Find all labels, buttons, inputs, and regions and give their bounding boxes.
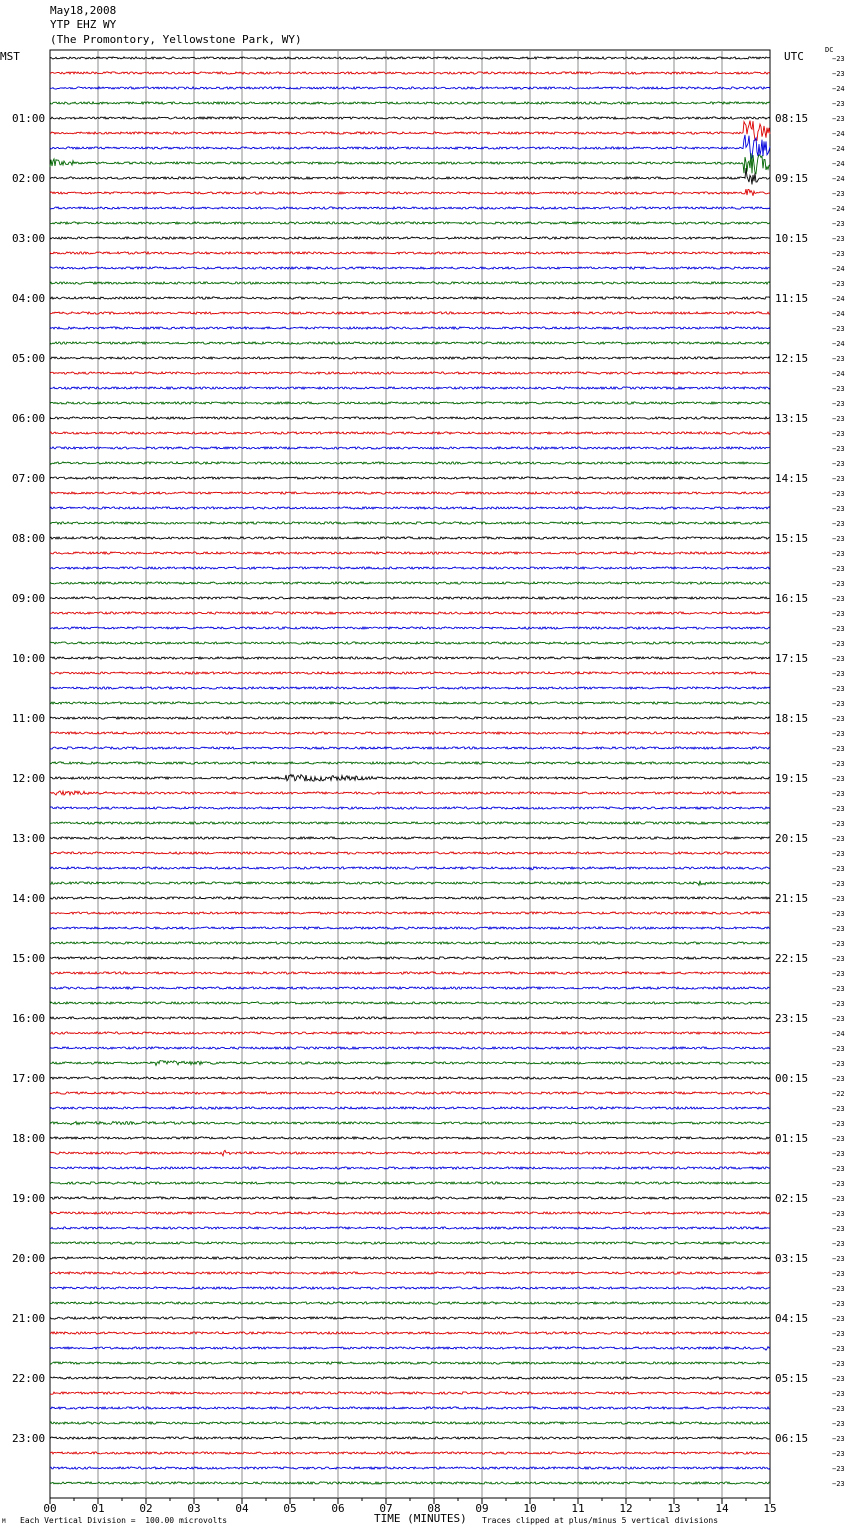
seismic-trace: [50, 881, 770, 886]
seismic-trace: [50, 1212, 770, 1214]
clip-note: Traces clipped at plus/minus 5 vertical divisions: [482, 1516, 719, 1525]
left-hour-label: 11:00: [12, 712, 46, 725]
seismic-trace: [50, 477, 770, 479]
seismic-trace: [50, 1167, 770, 1169]
seismic-trace: [50, 312, 770, 314]
dc-offset-label: −23: [832, 640, 845, 648]
dc-offset-label: −23: [832, 685, 845, 693]
seismic-trace: [50, 1017, 770, 1019]
seismic-trace: [50, 1122, 770, 1125]
right-hour-label: 19:15: [775, 772, 809, 785]
seismic-trace: [50, 387, 770, 389]
seismic-trace: [50, 1392, 770, 1395]
seismic-trace: [50, 1150, 770, 1155]
dc-offset-label: −23: [832, 1330, 845, 1338]
right-hour-label: 04:15: [775, 1312, 809, 1325]
left-hour-label: 07:00: [12, 472, 46, 485]
dc-offset-label: −23: [832, 700, 845, 708]
dc-offset-label: −23: [832, 100, 845, 108]
right-hour-label: 22:15: [775, 952, 809, 965]
seismic-trace: [50, 1032, 770, 1034]
dc-offset-label: −23: [832, 115, 845, 123]
left-hour-label: 08:00: [12, 532, 46, 545]
seismic-trace: [50, 597, 770, 599]
seismic-trace: [50, 372, 770, 374]
dc-offset-label: −23: [832, 940, 845, 948]
right-hour-label: 21:15: [775, 892, 809, 905]
dc-offset-label: −23: [832, 985, 845, 993]
dc-offset-label: −23: [832, 1375, 845, 1383]
dc-offset-label: −23: [832, 1045, 845, 1053]
dc-offset-label: −23: [832, 775, 845, 783]
right-hour-label: 09:15: [775, 172, 809, 185]
seismic-trace: [50, 1197, 770, 1199]
dc-offset-label: −23: [832, 670, 845, 678]
right-hour-label: 00:15: [775, 1072, 809, 1085]
dc-offset-label: −23: [832, 415, 845, 423]
station-label: YTP EHZ WY: [50, 18, 117, 31]
dc-offset-label: −24: [832, 175, 845, 183]
dc-offset-label: −22: [832, 1090, 845, 1098]
right-hour-label: 11:15: [775, 292, 809, 305]
dc-offset-label: −23: [832, 895, 845, 903]
dc-offset-label: −23: [832, 1270, 845, 1278]
dc-offset-label: −23: [832, 235, 845, 243]
dc-offset-label: −23: [832, 1000, 845, 1008]
dc-offset-label: −23: [832, 1480, 845, 1488]
seismic-trace: [50, 987, 770, 989]
seismic-trace: [50, 552, 770, 554]
right-hour-label: 05:15: [775, 1372, 809, 1385]
seismic-trace: [50, 702, 770, 704]
seismic-trace: [50, 1437, 770, 1439]
dc-offset-label: −23: [832, 565, 845, 573]
seismic-trace: [50, 867, 770, 870]
dc-offset-label: −23: [832, 1225, 845, 1233]
x-tick-label: 06: [331, 1502, 345, 1515]
seismic-trace: [50, 282, 770, 284]
left-hour-label: 05:00: [12, 352, 46, 365]
dc-offset-label: −23: [832, 715, 845, 723]
seismic-trace: [50, 342, 770, 344]
x-tick-label: 05: [283, 1502, 297, 1515]
dc-offset-label: −23: [832, 1465, 845, 1473]
dc-offset-label: −23: [832, 1315, 845, 1323]
seismic-trace: [50, 1302, 770, 1304]
seismic-trace: [50, 1332, 770, 1334]
left-hour-label: 12:00: [12, 772, 46, 785]
seismic-trace: [50, 87, 770, 89]
x-tick-label: 12: [619, 1502, 633, 1515]
x-tick-label: 14: [715, 1502, 729, 1515]
seismic-trace: [50, 1061, 770, 1066]
left-hour-label: 09:00: [12, 592, 46, 605]
dc-offset-label: −23: [832, 1165, 845, 1173]
dc-offset-label: −23: [832, 865, 845, 873]
left-hour-label: 02:00: [12, 172, 46, 185]
seismic-trace: [50, 1287, 770, 1289]
seismic-trace: [50, 1347, 770, 1351]
dc-offset-label: −24: [832, 160, 845, 168]
dc-offset-label: −24: [832, 265, 845, 273]
seismic-trace: [50, 507, 770, 509]
seismic-trace: [50, 687, 770, 689]
dc-offset-label: −23: [832, 1300, 845, 1308]
left-hour-label: 16:00: [12, 1012, 46, 1025]
dc-offset-label: −23: [832, 850, 845, 858]
seismic-trace: [50, 1137, 770, 1139]
dc-offset-label: −23: [832, 1390, 845, 1398]
seismic-trace: [50, 612, 770, 614]
right-hour-label: 17:15: [775, 652, 809, 665]
seismic-trace: [50, 747, 770, 749]
dc-offset-label: −23: [832, 220, 845, 228]
dc-offset-label: −23: [832, 760, 845, 768]
seismic-trace: [50, 837, 770, 839]
seismic-trace: [50, 237, 770, 239]
left-hour-label: 19:00: [12, 1192, 46, 1205]
dc-offset-label: −23: [832, 1285, 845, 1293]
seismic-trace: [50, 207, 770, 209]
dc-offset-label: −23: [832, 1360, 845, 1368]
dc-offset-label: −24: [832, 340, 845, 348]
seismic-trace: [50, 1272, 770, 1274]
right-hour-label: 12:15: [775, 352, 809, 365]
seismic-trace: [50, 791, 770, 795]
dc-offset-label: −23: [832, 280, 845, 288]
dc-offset-label: −24: [832, 310, 845, 318]
left-hour-label: 21:00: [12, 1312, 46, 1325]
dc-offset-label: −24: [832, 370, 845, 378]
plot-frame: [50, 50, 770, 1498]
date-label: May18,2008: [50, 4, 117, 17]
seismic-trace: [50, 402, 770, 404]
left-hour-label: 14:00: [12, 892, 46, 905]
x-tick-label: 04: [235, 1502, 249, 1515]
seismic-trace: [50, 492, 770, 494]
right-timezone-label: UTC: [784, 50, 804, 63]
seismic-trace: [50, 567, 770, 569]
dc-label: DC: [825, 46, 834, 54]
seismic-trace: [50, 102, 770, 104]
dc-offset-label: −23: [832, 820, 845, 828]
seismic-trace: [50, 1257, 770, 1259]
seismic-trace: [50, 852, 770, 854]
dc-offset-label: −24: [832, 130, 845, 138]
seismic-trace: [50, 267, 770, 269]
seismic-trace: [50, 189, 770, 196]
seismic-trace: [50, 327, 770, 329]
seismic-trace: [50, 927, 770, 929]
seismic-trace: [50, 252, 770, 254]
dc-offset-label: −23: [832, 1450, 845, 1458]
right-hour-label: 23:15: [775, 1012, 809, 1025]
seismic-trace: [50, 1422, 770, 1424]
x-tick-label: 10: [523, 1502, 537, 1515]
seismic-trace: [50, 582, 770, 584]
corner-mark: M: [2, 1518, 6, 1525]
x-tick-label: 08: [427, 1502, 441, 1515]
seismic-trace: [50, 627, 770, 629]
right-hour-label: 18:15: [775, 712, 809, 725]
left-hour-label: 06:00: [12, 412, 46, 425]
seismic-trace: [50, 1482, 770, 1484]
location-label: (The Promontory, Yellowstone Park, WY): [50, 33, 302, 46]
dc-offset-label: −23: [832, 1420, 845, 1428]
dc-offset-label: −23: [832, 955, 845, 963]
dc-offset-label: −23: [832, 880, 845, 888]
seismic-trace: [50, 642, 770, 644]
dc-offset-label: −23: [832, 1240, 845, 1248]
seismic-trace: [50, 775, 770, 782]
dc-offset-label: −23: [832, 325, 845, 333]
left-hour-label: 20:00: [12, 1252, 46, 1265]
x-tick-label: 07: [379, 1502, 393, 1515]
dc-offset-label: −23: [832, 475, 845, 483]
seismic-trace: [50, 1452, 770, 1454]
seismic-trace: [50, 1107, 770, 1109]
dc-offset-label: −23: [832, 70, 845, 78]
left-hour-label: 15:00: [12, 952, 46, 965]
dc-offset-label: −23: [832, 730, 845, 738]
seismic-trace: [50, 168, 770, 184]
seismic-trace: [50, 1407, 770, 1409]
right-hour-label: 13:15: [775, 412, 809, 425]
seismic-trace: [50, 942, 770, 944]
left-hour-label: 04:00: [12, 292, 46, 305]
dc-offset-label: −23: [832, 1105, 845, 1113]
right-hour-label: 20:15: [775, 832, 809, 845]
seismic-trace: [50, 912, 770, 914]
dc-offset-label: −24: [832, 1030, 845, 1038]
right-hour-label: 14:15: [775, 472, 809, 485]
dc-offset-label: −23: [832, 1120, 845, 1128]
seismic-trace: [50, 1047, 770, 1049]
left-hour-label: 22:00: [12, 1372, 46, 1385]
dc-offset-label: −23: [832, 550, 845, 558]
dc-offset-label: −24: [832, 205, 845, 213]
seismic-trace: [50, 537, 770, 539]
left-hour-label: 23:00: [12, 1432, 46, 1445]
seismic-trace: [50, 807, 770, 809]
dc-offset-label: −23: [832, 445, 845, 453]
dc-offset-label: −23: [832, 355, 845, 363]
dc-offset-label: −23: [832, 1015, 845, 1023]
dc-offset-label: −23: [832, 580, 845, 588]
dc-offset-label: −23: [832, 250, 845, 258]
dc-offset-label: −23: [832, 490, 845, 498]
seismic-trace: [50, 72, 770, 74]
seismic-trace: [50, 121, 770, 141]
seismic-trace: [50, 117, 770, 119]
left-hour-label: 10:00: [12, 652, 46, 665]
seismic-trace: [50, 897, 770, 900]
right-hour-label: 10:15: [775, 232, 809, 245]
x-tick-label: 09: [475, 1502, 489, 1515]
dc-offset-label: −23: [832, 1435, 845, 1443]
dc-offset-label: −23: [832, 595, 845, 603]
seismic-trace: [50, 1467, 770, 1469]
dc-offset-label: −23: [832, 805, 845, 813]
seismic-trace: [50, 1317, 770, 1319]
dc-offset-label: −23: [832, 1345, 845, 1353]
x-axis-title: TIME (MINUTES): [374, 1512, 467, 1525]
seismic-trace: [50, 522, 770, 524]
x-tick-label: 00: [43, 1502, 57, 1515]
dc-offset-label: −23: [832, 910, 845, 918]
right-hour-label: 16:15: [775, 592, 809, 605]
seismic-trace: [50, 357, 770, 359]
seismic-trace: [50, 417, 770, 419]
dc-offset-label: −23: [832, 655, 845, 663]
seismic-trace: [50, 1242, 770, 1244]
label-layer: [12, 55, 845, 1515]
seismic-trace: [50, 153, 770, 173]
dc-offset-label: −23: [832, 745, 845, 753]
seismic-trace: [50, 822, 770, 824]
seismic-trace: [50, 1377, 770, 1379]
seismic-trace: [50, 717, 770, 719]
dc-offset-label: −23: [832, 535, 845, 543]
dc-offset-label: −23: [832, 625, 845, 633]
vertical-division-note: Each Vertical Division = 100.00 microvolts: [20, 1516, 228, 1525]
seismic-trace: [50, 762, 770, 764]
right-hour-label: 01:15: [775, 1132, 809, 1145]
right-hour-label: 02:15: [775, 1192, 809, 1205]
x-tick-label: 15: [763, 1502, 777, 1515]
x-tick-label: 13: [667, 1502, 681, 1515]
dc-offset-label: −23: [832, 1255, 845, 1263]
right-hour-label: 15:15: [775, 532, 809, 545]
dc-offset-label: −23: [832, 520, 845, 528]
dc-offset-label: −24: [832, 145, 845, 153]
dc-offset-label: −23: [832, 385, 845, 393]
dc-offset-label: −24: [832, 85, 845, 93]
seismic-trace: [50, 732, 770, 734]
seismic-trace: [50, 1182, 770, 1184]
right-hour-label: 03:15: [775, 1252, 809, 1265]
x-tick-label: 11: [571, 1502, 585, 1515]
dc-offset-label: −23: [832, 790, 845, 798]
seismic-trace: [50, 462, 770, 464]
x-tick-label: 02: [139, 1502, 153, 1515]
seismic-trace: [50, 957, 770, 959]
left-hour-label: 03:00: [12, 232, 46, 245]
seismic-trace: [50, 57, 770, 59]
dc-offset-label: −23: [832, 1210, 845, 1218]
seismic-trace: [50, 657, 770, 659]
left-hour-label: 17:00: [12, 1072, 46, 1085]
x-tick-label: 01: [91, 1502, 105, 1515]
left-timezone-label: MST: [0, 50, 20, 63]
seismic-trace: [50, 1077, 770, 1079]
dc-offset-label: −23: [832, 190, 845, 198]
seismic-trace: [50, 1002, 770, 1004]
seismic-trace: [50, 297, 770, 299]
dc-offset-label: −23: [832, 1405, 845, 1413]
dc-offset-label: −23: [832, 460, 845, 468]
dc-offset-label: −23: [832, 1195, 845, 1203]
seismic-trace: [50, 1227, 770, 1229]
left-hour-label: 18:00: [12, 1132, 46, 1145]
seismic-trace: [50, 972, 770, 974]
trace-layer: [50, 57, 770, 1484]
dc-offset-label: −23: [832, 835, 845, 843]
dc-offset-label: −23: [832, 400, 845, 408]
seismic-trace: [50, 432, 770, 434]
seismic-trace: [50, 135, 770, 161]
dc-offset-label: −23: [832, 1150, 845, 1158]
seismic-trace: [50, 222, 770, 224]
dc-offset-label: −23: [832, 1180, 845, 1188]
seismic-trace: [50, 1092, 770, 1094]
dc-offset-label: −23: [832, 55, 845, 63]
dc-offset-label: −23: [832, 505, 845, 513]
seismic-trace: [50, 672, 770, 674]
seismic-trace: [50, 1362, 770, 1364]
dc-offset-label: −23: [832, 610, 845, 618]
dc-offset-label: −23: [832, 1060, 845, 1068]
x-tick-label: 03: [187, 1502, 201, 1515]
dc-offset-label: −23: [832, 430, 845, 438]
dc-offset-label: −24: [832, 295, 845, 303]
left-hour-label: 13:00: [12, 832, 46, 845]
dc-offset-label: −23: [832, 1135, 845, 1143]
dc-offset-label: −23: [832, 1075, 845, 1083]
seismic-trace: [50, 447, 770, 449]
right-hour-label: 08:15: [775, 112, 809, 125]
right-hour-label: 06:15: [775, 1432, 809, 1445]
left-hour-label: 01:00: [12, 112, 46, 125]
dc-offset-label: −23: [832, 970, 845, 978]
dc-offset-label: −23: [832, 925, 845, 933]
